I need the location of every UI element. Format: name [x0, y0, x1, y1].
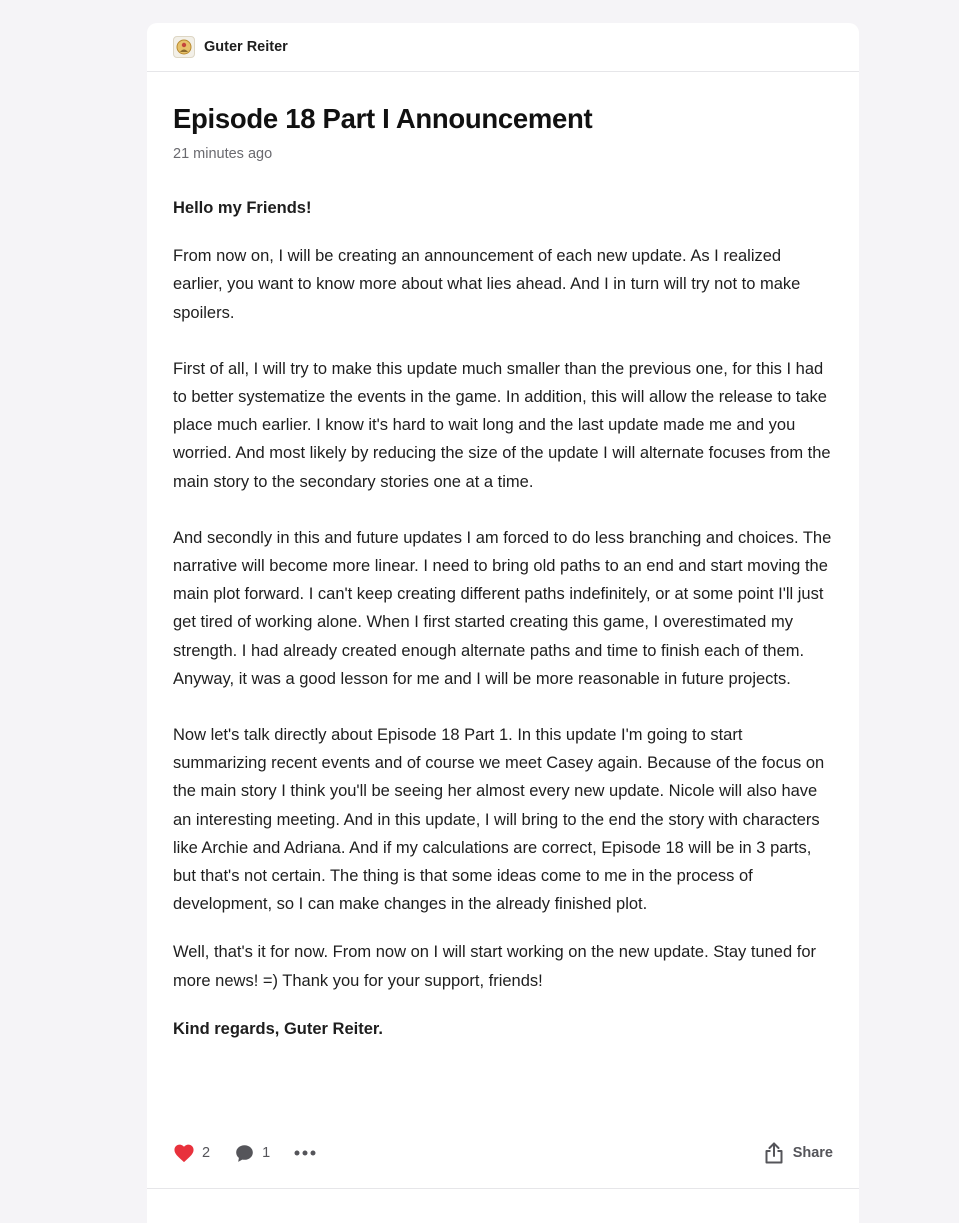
post-paragraph: And secondly in this and future updates I am forced to do less branching and choices. The narrative will become more linear. I need to bring old paths to an end and start moving the main plot forward. I can't keep creating different paths indefinitely, or at some point I'll just get tired of working alone. When I first started creating this game, I overestimated my strength. I had already created enough alternate paths and time to finish each of them. Anyway, it was a good lesson for me and I will be more reasonable in future projects. — [173, 528, 832, 688]
share-icon — [764, 1142, 784, 1164]
post-paragraph: First of all, I will try to make this update much smaller than the previous one, for this I had to better systematize the events in the game. In addition, this will allow the release to take place much earlier. I know it's hard to wait long and the last update made me and you worried. And most likely by reducing the size of the update I will alternate focuses from the main story to the secondary stories one at a time. — [173, 359, 831, 491]
post-greeting: Hello my Friends! — [173, 199, 312, 217]
post-signoff: Kind regards, Guter Reiter. — [173, 1019, 383, 1038]
share-button[interactable] — [764, 1142, 833, 1164]
post-card — [147, 23, 859, 1223]
like-button[interactable] — [173, 1143, 210, 1163]
comment-bubble-icon — [234, 1143, 255, 1164]
post-title: Episode 18 Part I Announcement — [173, 103, 593, 134]
post-paragraph: Well, that's it for now. From now on I will start working on the new update. Stay tuned for more news! =) Thank you for your support, friends! — [173, 943, 816, 990]
post-paragraph: Now let's talk directly about Episode 18 Part 1. In this update I'm going to start summarizing recent events and of course we meet Casey again. Because of the focus on the main story I think you'll be seeing her almost every new update. Nicole will also have an interesting meeting. And in this update, I will bring to the end the story with characters like Archie and Adriana. And if my calculations are correct, Episode 18 will be in 3 parts, but that's not certain. The thing is that some ideas come to me in the process of development, so I can make changes in the already finished plot. — [173, 726, 825, 914]
more-options-button[interactable] — [294, 1149, 316, 1157]
creator-name[interactable]: Guter Reiter — [204, 39, 288, 55]
comment-count: 1 — [262, 1145, 271, 1161]
creator-avatar[interactable] — [173, 36, 195, 58]
creator-logo-icon — [176, 39, 192, 55]
post-body — [173, 194, 833, 1043]
post-header — [147, 23, 859, 72]
post-paragraph: From now on, I will be creating an announcement of each new update. As I realized earlier, you want to know more about what lies ahead. And I in turn will try not to make spoilers. — [173, 247, 801, 322]
card-divider — [147, 1188, 859, 1189]
post-timestamp[interactable]: 21 minutes ago — [173, 146, 273, 162]
post-actions — [173, 1140, 833, 1166]
heart-icon — [173, 1143, 195, 1163]
share-label: Share — [792, 1145, 833, 1161]
post-content — [147, 102, 859, 1043]
more-dots-icon — [294, 1149, 316, 1157]
like-count: 2 — [202, 1145, 211, 1161]
comment-button[interactable] — [234, 1143, 270, 1164]
